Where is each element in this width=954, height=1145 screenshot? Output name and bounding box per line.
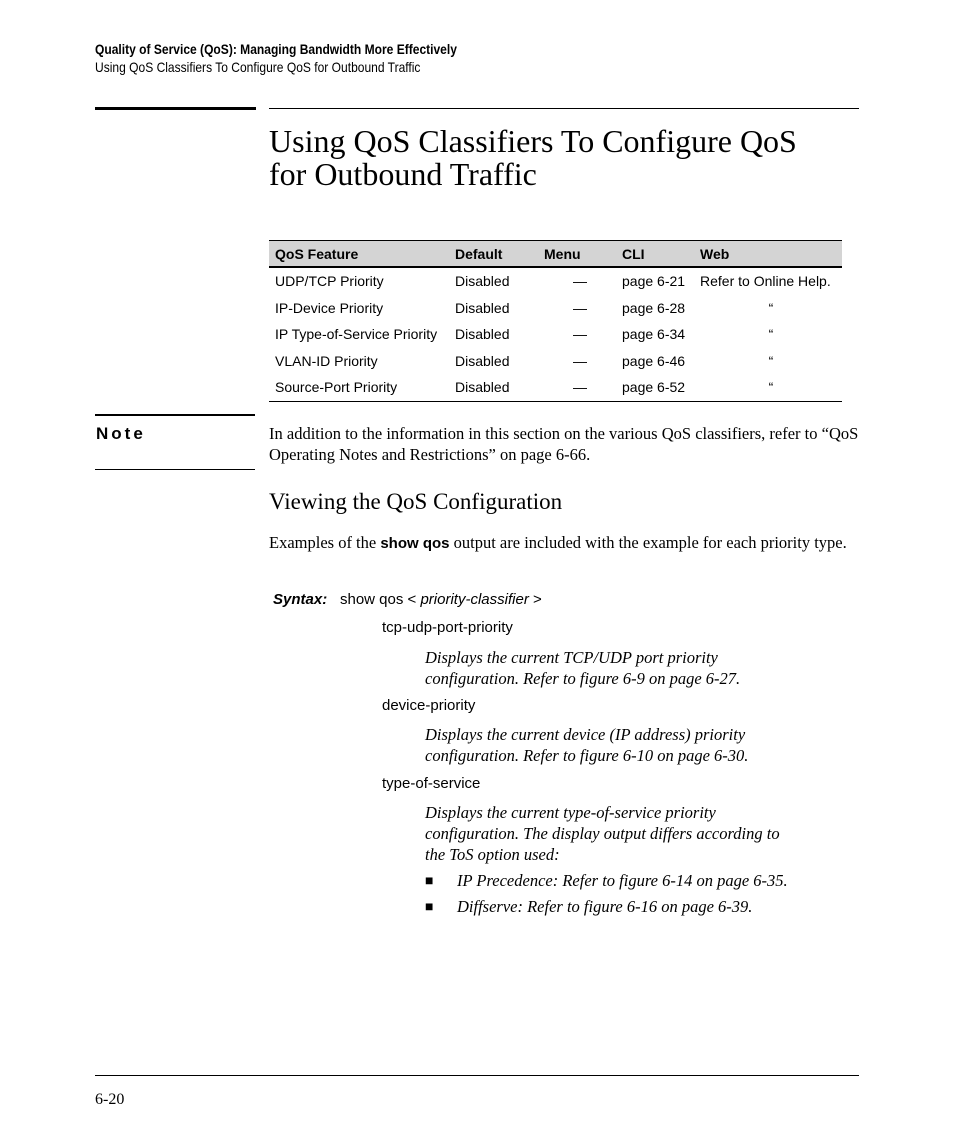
- col-header-default: Default: [449, 241, 538, 268]
- cell-web: “: [768, 299, 774, 316]
- option-description-line: Displays the current type-of-service priority: [425, 803, 716, 822]
- bullet-item: IP Precedence: Refer to figure 6-14 on page 6-35.: [457, 871, 788, 890]
- col-header-feature: QoS Feature: [269, 241, 449, 268]
- table-header-row: [269, 241, 842, 268]
- qos-feature-table: [269, 240, 842, 402]
- section-heading: Viewing the QoS Configuration: [269, 489, 563, 514]
- intro-text-before: Examples of the: [269, 533, 381, 552]
- table-row: [269, 348, 842, 375]
- cell-feature: IP-Device Priority: [275, 299, 384, 316]
- table-row: [269, 267, 842, 295]
- cell-cli: page 6-52: [616, 374, 694, 401]
- cell-default: Disabled: [455, 299, 510, 316]
- option-name: device-priority: [382, 697, 476, 714]
- col-header-web: Web: [694, 241, 842, 268]
- option-description-line: Displays the current TCP/UDP port priority: [425, 648, 718, 667]
- syntax-cmd-prefix: show qos <: [340, 591, 421, 608]
- table-row: [269, 374, 842, 401]
- note-bottom-rule: [95, 469, 255, 470]
- option-description-line: the ToS option used:: [425, 845, 560, 864]
- cell-web: “: [768, 326, 774, 343]
- running-header-section: Using QoS Classifiers To Configure QoS for Outbound Traffic: [95, 59, 421, 75]
- bullet-item: Diffserve: Refer to figure 6-16 on page 6-39.: [457, 897, 753, 916]
- top-rule: [269, 108, 859, 109]
- cell-cli: page 6-34: [622, 326, 686, 343]
- cell-feature: VLAN-ID Priority: [275, 352, 378, 369]
- cell-web: “: [768, 352, 774, 369]
- cell-feature: UDP/TCP Priority: [275, 273, 384, 290]
- table-row: [269, 321, 842, 348]
- cell-default: Disabled: [455, 352, 510, 369]
- cell-default: Disabled: [455, 273, 510, 290]
- syntax-label: Syntax:: [273, 591, 328, 608]
- col-header-cli: CLI: [616, 241, 694, 268]
- option-description-line: configuration. Refer to figure 6-9 on page 6-27.: [425, 669, 741, 688]
- option-name: type-of-service: [382, 775, 481, 792]
- page-number: 6-20: [95, 1091, 125, 1108]
- note-text: In addition to the information in this section on the various QoS classifiers, refer to “QoS Operating Notes and Restrictions” on page 6-66.: [269, 424, 859, 464]
- page-title-line-2: for Outbound Traffic: [269, 156, 537, 192]
- option-description-line: configuration. Refer to figure 6-10 on page 6-30.: [425, 746, 749, 765]
- option-description: [425, 724, 855, 766]
- intro-command: show qos: [380, 535, 450, 552]
- cell-cli: page 6-46: [622, 352, 686, 369]
- note-top-rule: [95, 414, 255, 416]
- cell-cli: page 6-28: [622, 299, 686, 316]
- left-heavy-rule: [95, 107, 256, 110]
- option-description-line: configuration. The display output differs according to: [425, 824, 780, 843]
- col-header-menu: Menu: [538, 241, 616, 268]
- cell-default: Disabled: [455, 326, 510, 343]
- table-row: [269, 295, 842, 322]
- cell-feature: IP Type-of-Service Priority: [275, 326, 438, 343]
- syntax-command: [340, 591, 542, 608]
- page-title: [269, 125, 869, 191]
- running-header-chapter: Quality of Service (QoS): Managing Bandwidth More Effectively: [95, 41, 457, 57]
- option-description-line: Displays the current device (IP address) priority: [425, 725, 746, 744]
- footer-rule: [95, 1075, 859, 1076]
- cell-menu: —: [538, 374, 616, 401]
- cell-cli: page 6-21: [622, 273, 686, 290]
- option-name: tcp-udp-port-priority: [382, 619, 513, 636]
- section-intro: [269, 532, 859, 554]
- cell-default: Disabled: [449, 374, 538, 401]
- cell-feature: Source-Port Priority: [269, 374, 449, 401]
- cell-web: Refer to Online Help.: [700, 273, 831, 290]
- syntax-cmd-suffix: >: [528, 591, 542, 608]
- cell-menu: —: [573, 299, 587, 316]
- bullet-square-icon: ■: [425, 900, 434, 915]
- cell-menu: —: [573, 326, 587, 343]
- option-description: [425, 647, 855, 689]
- cell-menu: —: [573, 273, 587, 290]
- page-title-line-1: Using QoS Classifiers To Configure QoS: [269, 123, 797, 159]
- cell-web: “: [694, 374, 842, 401]
- intro-text-after: output are included with the example for each priority type.: [449, 533, 847, 552]
- note-label: Note: [96, 424, 146, 443]
- option-description: [425, 802, 855, 865]
- bullet-square-icon: ■: [425, 874, 434, 889]
- syntax-cmd-param: priority-classifier: [420, 591, 529, 608]
- cell-menu: —: [573, 352, 587, 369]
